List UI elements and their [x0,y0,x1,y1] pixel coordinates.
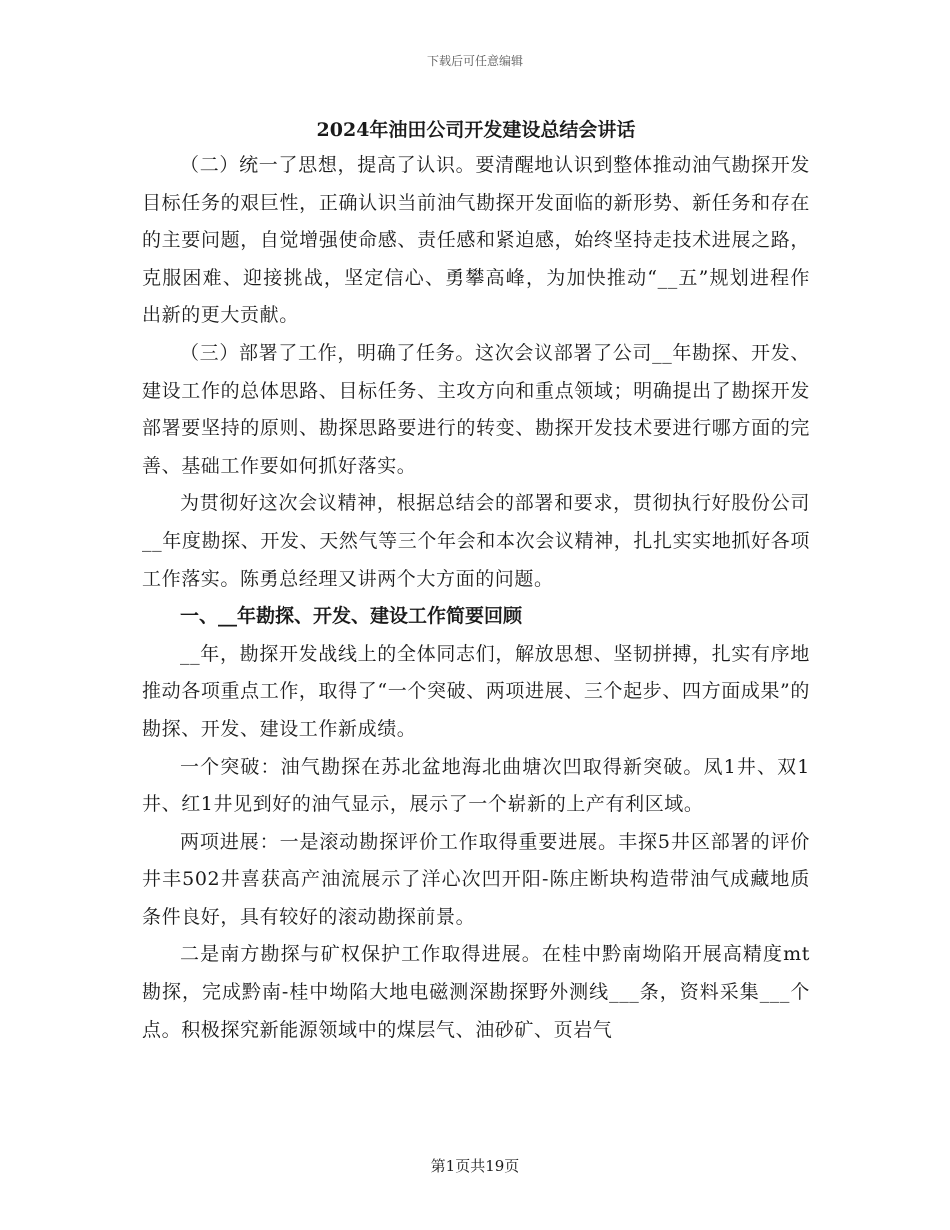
page-number-footer: 第1页共19页 [430,1157,520,1175]
paragraph: 一个突破：油气勘探在苏北盆地海北曲塘次凹取得新突破。凤1井、双1井、红1井见到好的油气显示，展示了一个崭新的上产有利区域。 [142,755,810,816]
paragraph: （三）部署了工作，明确了任务。这次会议部署了公司__年勘探、开发、建设工作的总体思路、目标任务、主攻方向和重点领域；明确提出了勘探开发部署要坚持的原则、勘探思路要进行的转变、勘探开发技术要进行哪方面的完善、基础工作要如何抓好落实。 [142,341,810,477]
page-header-note: 下载后可任意编辑 [426,54,523,68]
document-body [142,113,810,1049]
section-heading: 一、__年勘探、开发、建设工作简要回顾 [180,605,523,628]
paragraph: __年，勘探开发战线上的全体同志们，解放思想、坚韧拼搏，扎实有序地推动各项重点工作，取得了“一个突破、两项进展、三个起步、四方面成果”的勘探、开发、建设工作新成绩。 [142,642,810,740]
paragraph: 为贯彻好这次会议精神，根据总结会的部署和要求，贯彻执行好股份公司__年度勘探、开发、天然气等三个年会和本次会议精神，扎扎实实地抓好各项工作落实。陈勇总经理又讲两个大方面的问题。 [142,492,810,590]
paragraph: （二）统一了思想，提高了认识。要清醒地认识到整体推动油气勘探开发目标任务的艰巨性，正确认识当前油气勘探开发面临的新形势、新任务和存在的主要问题，自觉增强使命感、责任感和紧迫感，始终坚持走技术进展之路，克服困难、迎接挑战，坚定信心、勇攀高峰，为加快推动“__五”规划进程作出新的更大贡献。 [142,154,810,327]
paragraph: 两项进展：一是滚动勘探评价工作取得重要进展。丰探5井区部署的评价井丰502井喜获高产油流展示了洋心次凹开阳-陈庄断块构造带油气成藏地质条件良好，具有较好的滚动勘探前景。 [142,830,810,928]
paragraph: 二是南方勘探与矿权保护工作取得进展。在桂中黔南坳陷开展高精度mt勘探，完成黔南-桂中坳陷大地电磁测深勘探野外测线___条，资料采集___个点。积极探究新能源领域中的煤层气、油砂矿、页岩气 [142,943,810,1041]
document-title: 2024年油田公司开发建设总结会讲话 [316,119,636,141]
